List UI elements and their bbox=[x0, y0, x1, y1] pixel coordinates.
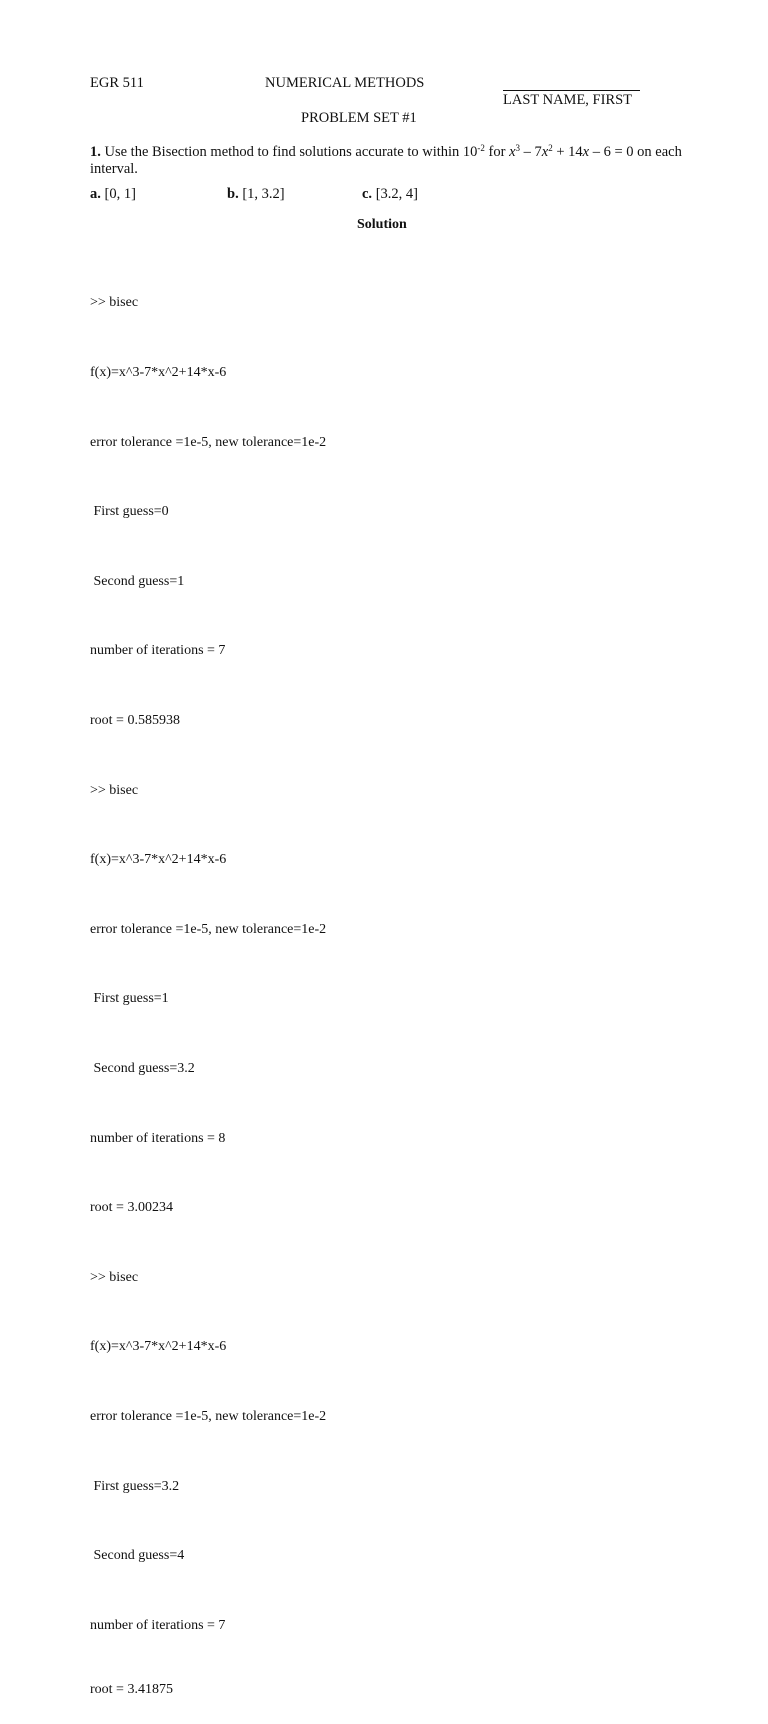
console-line: First guess=1 bbox=[90, 991, 169, 1007]
option-value: [3.2, 4] bbox=[375, 186, 418, 202]
tolerance-exponent: -2 bbox=[477, 143, 485, 153]
problem-number: 1. bbox=[90, 144, 101, 160]
equation-exponent: 3 bbox=[515, 143, 521, 153]
console-line: Second guess=3.2 bbox=[90, 1060, 195, 1076]
console-line: error tolerance =1e-5, new tolerance=1e-2 bbox=[90, 921, 327, 937]
equation-part: – 6 = 0 on each interval. bbox=[90, 144, 682, 177]
console-line: Second guess=4 bbox=[90, 1548, 185, 1564]
console-line: number of iterations = 7 bbox=[90, 1617, 226, 1633]
solution-heading: Solution bbox=[357, 217, 407, 232]
name-underline bbox=[503, 90, 640, 91]
problem-statement bbox=[90, 144, 690, 178]
console-line: number of iterations = 7 bbox=[90, 643, 226, 659]
course-code: EGR 511 bbox=[90, 75, 144, 91]
equation-variable: x bbox=[541, 144, 549, 160]
console-line: Second guess=1 bbox=[90, 573, 185, 589]
option-b bbox=[227, 187, 285, 202]
console-output bbox=[90, 245, 326, 1724]
console-line: >> bisec bbox=[90, 782, 139, 798]
option-a bbox=[90, 187, 136, 202]
option-label: c. bbox=[362, 186, 373, 202]
console-line: root = 3.00234 bbox=[90, 1200, 173, 1216]
name-label: LAST NAME, FIRST bbox=[503, 92, 633, 108]
console-line: f(x)=x^3-7*x^2+14*x-6 bbox=[90, 365, 227, 380]
problem-set-title: PROBLEM SET #1 bbox=[301, 110, 417, 126]
option-value: [0, 1] bbox=[104, 186, 136, 202]
console-line: root = 0.585938 bbox=[90, 712, 180, 728]
console-line: First guess=0 bbox=[90, 504, 169, 520]
console-line: root = 3.41875 bbox=[90, 1682, 173, 1698]
equation-exponent: 2 bbox=[548, 143, 553, 153]
console-line: >> bisec bbox=[90, 1269, 139, 1285]
console-line: >> bisec bbox=[90, 295, 139, 311]
problem-text-part: for bbox=[484, 144, 510, 160]
course-title: NUMERICAL METHODS bbox=[265, 75, 425, 91]
equation-part: + 14 bbox=[552, 144, 583, 160]
problem-text-part: Use the Bisection method to find solutions accurate to within 10 bbox=[100, 144, 478, 160]
option-value: [1, 3.2] bbox=[242, 186, 285, 202]
option-c bbox=[362, 187, 418, 202]
equation-part: – 7 bbox=[520, 144, 542, 160]
console-line: error tolerance =1e-5, new tolerance=1e-2 bbox=[90, 434, 327, 450]
console-line: First guess=3.2 bbox=[90, 1478, 180, 1494]
console-line: f(x)=x^3-7*x^2+14*x-6 bbox=[90, 1339, 227, 1355]
option-label: a. bbox=[90, 186, 101, 202]
equation-variable: x bbox=[582, 144, 590, 160]
console-line: f(x)=x^3-7*x^2+14*x-6 bbox=[90, 852, 227, 868]
console-line: error tolerance =1e-5, new tolerance=1e-2 bbox=[90, 1408, 327, 1424]
console-line: number of iterations = 8 bbox=[90, 1130, 226, 1146]
option-label: b. bbox=[227, 186, 239, 202]
equation-variable: x bbox=[509, 144, 516, 160]
